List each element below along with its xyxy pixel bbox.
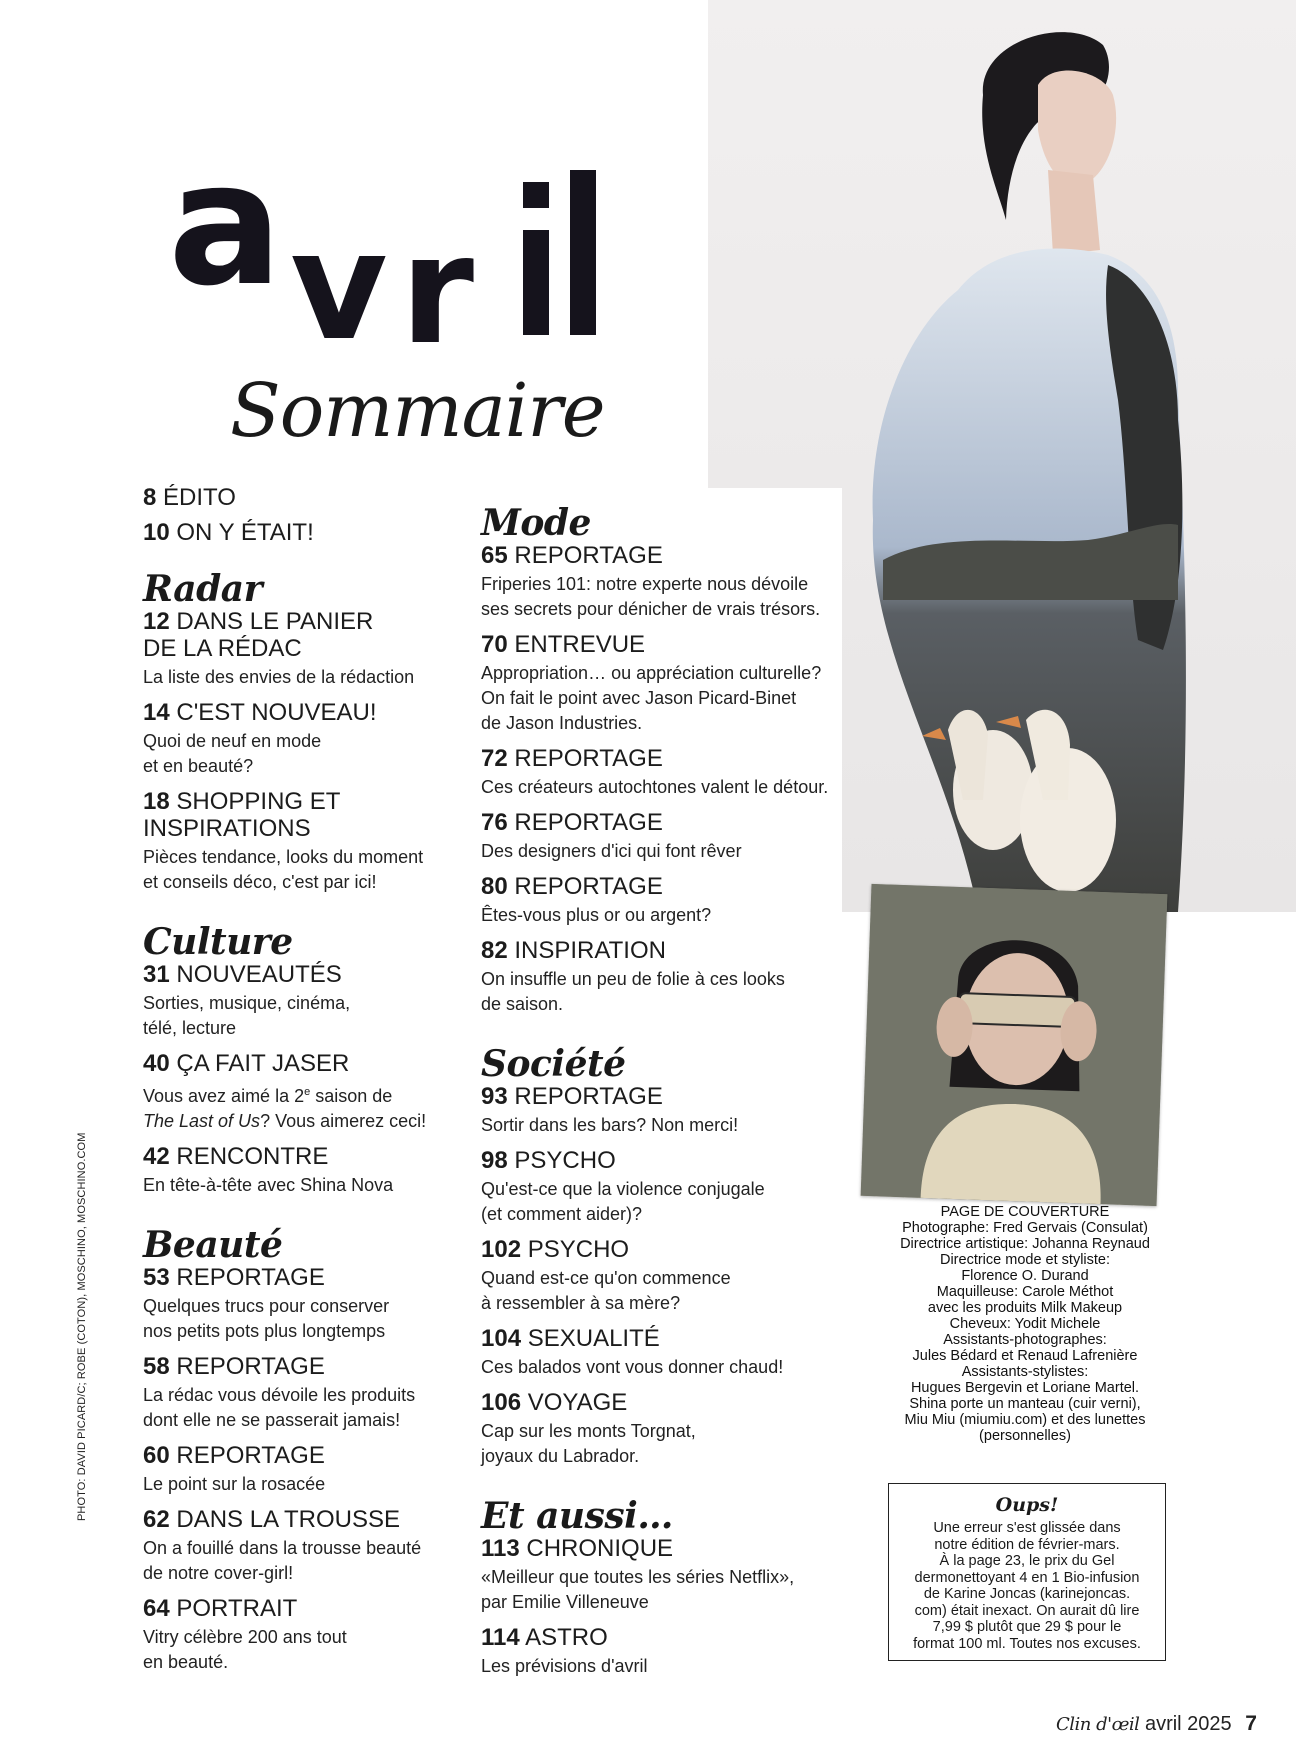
toc-entry-label: PSYCHO xyxy=(514,1147,616,1174)
toc-description-line: Quand est-ce qu'on commence xyxy=(481,1268,731,1288)
credit-line: Maquilleuse: Carole Méthot xyxy=(936,1284,1114,1300)
toc-page-number: 72 xyxy=(481,745,508,772)
toc-entry-heading xyxy=(481,542,841,569)
toc-description-line: Appropriation… ou appréciation culturelle? xyxy=(481,663,822,683)
toc-entry xyxy=(481,745,841,800)
toc-page-number: 12 xyxy=(143,608,170,635)
toc-description-line: Sortir dans les bars? Non merci! xyxy=(481,1115,739,1135)
credit-line: PAGE DE COUVERTURE xyxy=(940,1204,1110,1220)
toc-entry xyxy=(481,1236,841,1316)
section-title-mode: Mode xyxy=(481,502,591,544)
toc-entry-label: ÉDITO xyxy=(163,484,236,511)
credit-line: Jules Bédard et Renaud Lafrenière xyxy=(912,1348,1138,1364)
section-title-etaussi: Et aussi… xyxy=(481,1495,673,1537)
toc-description-line: de saison. xyxy=(481,994,564,1014)
toc-page-number: 113 xyxy=(481,1535,520,1562)
toc-entry-label: PORTRAIT xyxy=(176,1595,298,1622)
toc-description-line: Êtes-vous plus or ou argent? xyxy=(481,905,712,925)
toc-entry xyxy=(143,1506,473,1586)
toc-entry-label: DANS LA TROUSSE xyxy=(176,1506,401,1533)
toc-entry-heading xyxy=(481,873,841,900)
toc-page-number: 8 xyxy=(143,484,157,511)
toc-description-line: Le point sur la rosacée xyxy=(143,1474,326,1494)
toc-page-number: 60 xyxy=(143,1442,170,1469)
toc-description-line: Pièces tendance, looks du moment xyxy=(143,847,424,867)
credit-line: Directrice mode et styliste: xyxy=(939,1252,1111,1268)
toc-entry-heading xyxy=(481,1389,841,1416)
toc-entry xyxy=(143,1595,473,1675)
toc-entry-description xyxy=(143,1536,473,1586)
credit-line: Cheveux: Yodit Michele xyxy=(949,1316,1101,1332)
toc-entry-description xyxy=(481,1113,841,1138)
erratum-line: dermonettoyant 4 en 1 Bio-infusion xyxy=(914,1569,1140,1586)
toc-entry-heading xyxy=(143,1506,473,1533)
cover-photo-portrait xyxy=(861,884,1168,1206)
masthead-letter-i-dot xyxy=(523,182,549,208)
toc-page-number: 40 xyxy=(143,1050,170,1077)
toc-page-number: 31 xyxy=(143,961,170,988)
toc-entry-description xyxy=(481,1419,841,1469)
masthead-letter-l xyxy=(570,170,596,335)
issue-date: avril 2025 xyxy=(1144,1713,1232,1735)
section-title-culture: Culture xyxy=(143,921,293,963)
erratum-line: de Karine Joncas (karinejoncas. xyxy=(923,1586,1131,1602)
toc-page-number: 104 xyxy=(481,1325,522,1352)
toc-entry xyxy=(481,1624,841,1679)
toc-entry-heading xyxy=(481,631,841,658)
credit-line: (personnelles) xyxy=(979,1428,1071,1444)
toc-entry-description xyxy=(143,665,473,690)
toc-description-line: On a fouillé dans la trousse beauté xyxy=(143,1538,422,1558)
toc-page-number: 80 xyxy=(481,873,508,900)
toc-entry-label: REPORTAGE xyxy=(514,809,663,836)
toc-entry-label: C'EST NOUVEAU! xyxy=(176,699,377,726)
toc-entry-description xyxy=(481,967,841,1017)
toc-entry-label: ASTRO xyxy=(525,1624,608,1651)
toc-entry-label: REPORTAGE xyxy=(176,1264,325,1291)
toc-page-number: 64 xyxy=(143,1595,170,1622)
toc-entry-heading xyxy=(143,1143,473,1170)
toc-entry xyxy=(481,937,841,1017)
toc-entry-heading xyxy=(143,484,473,511)
toc-entry-description xyxy=(481,775,841,800)
toc-entry-label: REPORTAGE xyxy=(514,542,663,569)
toc-entry-description xyxy=(143,1080,473,1134)
toc-entry-heading xyxy=(481,1535,841,1562)
toc-entry xyxy=(481,1389,841,1469)
credit-line: Hugues Bergevin et Loriane Martel. xyxy=(910,1380,1140,1396)
magazine-name: Clin d'œil xyxy=(1056,1714,1140,1735)
erratum-line: 7,99 $ plutôt que 29 $ pour le xyxy=(932,1619,1122,1635)
toc-middle-column xyxy=(481,502,841,1679)
toc-page-number: 58 xyxy=(143,1353,170,1380)
credit-line: Photographe: Fred Gervais (Consulat) xyxy=(902,1220,1148,1236)
toc-entry-heading xyxy=(143,1050,473,1077)
toc-entry xyxy=(143,1050,473,1134)
toc-page-number: 98 xyxy=(481,1147,508,1174)
toc-entry-heading xyxy=(481,1325,841,1352)
toc-entry-heading xyxy=(143,1595,473,1622)
section-title-radar: Radar xyxy=(143,568,263,610)
toc-entry-label: ENTREVUE xyxy=(514,631,646,658)
toc-entry-label: PSYCHO xyxy=(527,1236,630,1263)
page-number: 7 xyxy=(1245,1712,1257,1735)
toc-entry-heading xyxy=(143,608,473,662)
toc-description-line: La rédac vous dévoile les produits xyxy=(143,1385,416,1405)
toc-entry xyxy=(143,699,473,779)
toc-entry xyxy=(143,519,473,546)
toc-entry-description xyxy=(143,845,473,895)
toc-entry-label: REPORTAGE xyxy=(176,1442,325,1469)
toc-page-number: 93 xyxy=(481,1083,508,1110)
toc-entry-heading xyxy=(143,961,473,988)
toc-entry xyxy=(143,1264,473,1344)
toc-entry-heading xyxy=(143,1264,473,1291)
toc-entry xyxy=(143,1442,473,1497)
toc-entry-label: ON Y ÉTAIT! xyxy=(176,519,314,546)
toc-description-line: Ces balados vont vous donner chaud! xyxy=(481,1357,784,1377)
toc-description-line: en beauté. xyxy=(143,1652,229,1672)
erratum-box xyxy=(888,1483,1166,1661)
masthead-avril xyxy=(168,126,638,378)
erratum-title: Oups! xyxy=(995,1494,1059,1516)
toc-description-line: Qu'est-ce que la violence conjugale xyxy=(481,1179,765,1199)
toc-entry-description xyxy=(481,1355,841,1380)
toc-entry-description xyxy=(481,839,841,864)
toc-page-number: 14 xyxy=(143,699,170,726)
toc-page-number: 53 xyxy=(143,1264,170,1291)
credit-line: Shina porte un manteau (cuir verni), xyxy=(909,1396,1141,1412)
toc-entry-description xyxy=(143,991,473,1041)
toc-entry-label: INSPIRATION xyxy=(514,937,666,964)
toc-entry-description xyxy=(481,1266,841,1316)
credit-line: Assistants-stylistes: xyxy=(961,1364,1089,1380)
erratum-line: format 100 ml. Toutes nos excuses. xyxy=(913,1635,1141,1652)
toc-entry xyxy=(481,1083,841,1138)
toc-entry-label: DANS LE PANIER xyxy=(176,608,374,635)
toc-description-line: de Jason Industries. xyxy=(481,713,643,733)
toc-entry-label-line2: INSPIRATIONS xyxy=(143,815,311,842)
toc-description-line: Quoi de neuf en mode xyxy=(143,731,322,751)
toc-description-line: Friperies 101: notre experte nous dévoile xyxy=(481,574,809,594)
toc-page-number: 42 xyxy=(143,1143,170,1170)
toc-entry-description xyxy=(143,1173,473,1198)
toc-entry xyxy=(481,873,841,928)
erratum-line: À la page 23, le prix du Gel xyxy=(939,1553,1115,1569)
toc-entry-label: VOYAGE xyxy=(527,1389,628,1416)
toc-page-number: 102 xyxy=(481,1236,522,1263)
toc-entry-label-line2: DE LA RÉDAC xyxy=(143,635,302,662)
toc-description-line: The Last of Us? Vous aimerez ceci! xyxy=(143,1111,427,1131)
toc-entry-heading xyxy=(481,745,841,772)
toc-italic-title: The Last of Us xyxy=(143,1111,261,1131)
toc-entry-heading xyxy=(143,699,473,726)
toc-description-line: par Emilie Villeneuve xyxy=(481,1592,649,1612)
page-footer xyxy=(1056,1712,1257,1736)
credit-line: Florence O. Durand xyxy=(961,1268,1089,1284)
toc-description-line: et conseils déco, c'est par ici! xyxy=(143,872,377,892)
erratum-line: Une erreur s'est glissée dans xyxy=(933,1520,1121,1536)
masthead-letter-v: v xyxy=(290,200,388,374)
masthead-letter-r: r xyxy=(400,204,474,378)
toc-description-line: joyaux du Labrador. xyxy=(481,1446,640,1466)
toc-entry xyxy=(143,1353,473,1433)
toc-entry-description xyxy=(481,572,841,622)
toc-entry-description xyxy=(143,1294,473,1344)
masthead-letter-i xyxy=(523,230,549,335)
toc-entry xyxy=(143,961,473,1041)
toc-description-line: Des designers d'ici qui font rêver xyxy=(481,841,742,861)
masthead-letter-a: a xyxy=(168,126,283,324)
toc-entry xyxy=(481,631,841,736)
toc-description-line: Quelques trucs pour conserver xyxy=(143,1296,390,1316)
toc-entry xyxy=(481,1535,841,1615)
toc-entry-description xyxy=(143,1472,473,1497)
toc-left-column xyxy=(143,484,473,1675)
toc-entry-description xyxy=(481,1654,841,1679)
credit-line: avec les produits Milk Makeup xyxy=(927,1300,1123,1316)
toc-entry-description xyxy=(143,729,473,779)
toc-entry-heading xyxy=(481,1624,841,1651)
toc-description-line: Ces créateurs autochtones valent le détour. xyxy=(481,777,829,797)
credit-line: Assistants-photographes: xyxy=(943,1332,1107,1348)
portrait-illustration xyxy=(861,884,1168,1206)
toc-entry xyxy=(481,1325,841,1380)
toc-entry-label: CHRONIQUE xyxy=(526,1535,674,1562)
toc-description-line: La liste des envies de la rédaction xyxy=(143,667,415,687)
toc-description-line: et en beauté? xyxy=(143,756,254,776)
toc-description-line: (et comment aider)? xyxy=(481,1204,643,1224)
toc-page-number: 70 xyxy=(481,631,508,658)
section-title-socit: Société xyxy=(481,1043,626,1085)
toc-entry-heading xyxy=(143,1442,473,1469)
toc-entry-label: REPORTAGE xyxy=(514,745,663,772)
photo-credit: PHOTO: DAVID PICARD/C; ROBE (COTON), MOSCHINO, MOSCHINO.COM xyxy=(76,1132,88,1521)
toc-description-line: On fait le point avec Jason Picard-Binet xyxy=(481,688,797,708)
page-title: Sommaire xyxy=(230,368,605,454)
toc-entry-description xyxy=(143,1383,473,1433)
toc-entry-heading xyxy=(481,1083,841,1110)
toc-entry-heading xyxy=(143,1353,473,1380)
toc-page-number: 18 xyxy=(143,788,170,815)
section-title-beaut: Beauté xyxy=(143,1224,283,1266)
toc-description-line: nos petits pots plus longtemps xyxy=(143,1321,386,1341)
toc-description-line: En tête-à-tête avec Shina Nova xyxy=(143,1175,394,1195)
toc-entry-label: RENCONTRE xyxy=(176,1143,329,1170)
toc-page-number: 65 xyxy=(481,542,508,569)
toc-description-line: Sorties, musique, cinéma, xyxy=(143,993,351,1013)
toc-entry xyxy=(481,542,841,622)
erratum-line: com) était inexact. On aurait dû lire xyxy=(914,1602,1140,1619)
toc-entry-heading xyxy=(481,809,841,836)
toc-entry-heading xyxy=(481,937,841,964)
toc-description-line: «Meilleur que toutes les séries Netflix», xyxy=(481,1567,795,1587)
toc-description-line: Cap sur les monts Torgnat, xyxy=(481,1421,696,1441)
toc-entry-label: SHOPPING ET xyxy=(176,788,341,815)
toc-entry-heading xyxy=(481,1236,841,1263)
toc-entry xyxy=(143,1143,473,1198)
toc-description-line: On insuffle un peu de folie à ces looks xyxy=(481,969,785,989)
toc-page-number: 10 xyxy=(143,519,170,546)
toc-entry-label: REPORTAGE xyxy=(176,1353,325,1380)
credit-line: Directrice artistique: Johanna Reynaud xyxy=(900,1236,1150,1252)
toc-entry-description xyxy=(481,1177,841,1227)
toc-description-line: Vous avez aimé la 2e saison de xyxy=(143,1086,393,1106)
toc-entry-label: NOUVEAUTÉS xyxy=(176,961,342,988)
toc-entry xyxy=(143,608,473,690)
toc-page-number: 114 xyxy=(481,1624,520,1651)
credit-line: Miu Miu (miumiu.com) et des lunettes xyxy=(904,1412,1146,1428)
toc-entry-description xyxy=(143,1625,473,1675)
toc-entry-heading xyxy=(481,1147,841,1174)
toc-description-line: télé, lecture xyxy=(143,1018,237,1038)
toc-page-number: 82 xyxy=(481,937,508,964)
cover-credits xyxy=(880,1204,1170,1444)
toc-entry-description xyxy=(481,1565,841,1615)
toc-page-number: 76 xyxy=(481,809,508,836)
toc-entry xyxy=(481,1147,841,1227)
toc-entry-description xyxy=(481,661,841,736)
toc-description-line: ses secrets pour dénicher de vrais trésors. xyxy=(481,599,821,619)
toc-description-line: Vitry célèbre 200 ans tout xyxy=(143,1627,347,1647)
toc-entry-description xyxy=(481,903,841,928)
toc-entry xyxy=(143,484,473,511)
toc-entry xyxy=(481,809,841,864)
toc-entry-label: ÇA FAIT JASER xyxy=(176,1050,350,1077)
toc-page-number: 106 xyxy=(481,1389,522,1416)
toc-description-line: à ressembler à sa mère? xyxy=(481,1293,681,1313)
toc-page-number: 62 xyxy=(143,1506,170,1533)
toc-entry-label: SEXUALITÉ xyxy=(527,1325,660,1352)
toc-entry-label: REPORTAGE xyxy=(514,873,663,900)
toc-entry xyxy=(143,788,473,895)
toc-entry-heading xyxy=(143,519,473,546)
toc-description-line: Les prévisions d'avril xyxy=(481,1656,648,1676)
toc-description-line: de notre cover-girl! xyxy=(143,1563,294,1583)
erratum-line: notre édition de février-mars. xyxy=(934,1536,1120,1553)
toc-entry-heading xyxy=(143,788,473,842)
toc-description-line: dont elle ne se passerait jamais! xyxy=(143,1410,401,1430)
toc-entry-label: REPORTAGE xyxy=(514,1083,663,1110)
erratum-body xyxy=(889,1520,1165,1652)
